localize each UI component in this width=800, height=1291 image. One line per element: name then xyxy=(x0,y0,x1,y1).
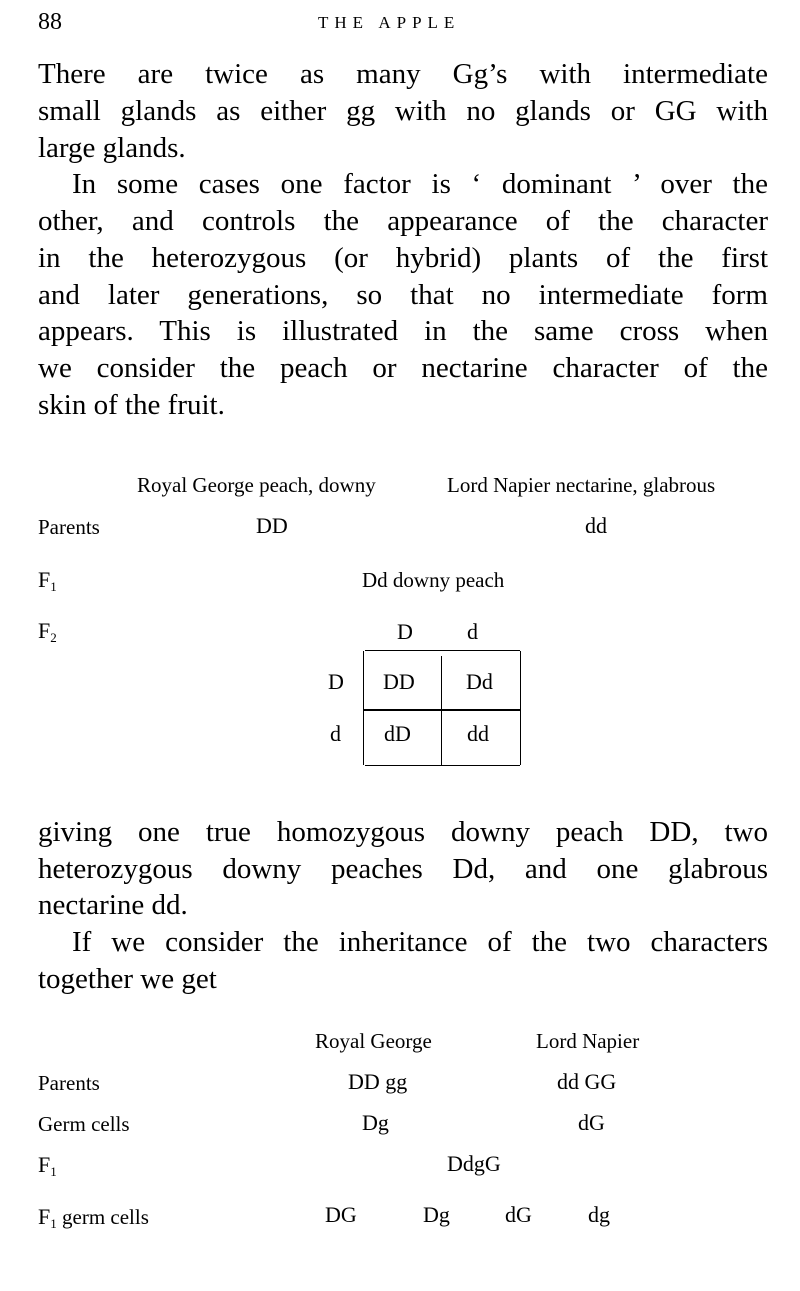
f1-label xyxy=(38,569,57,593)
f1-label xyxy=(38,1154,57,1178)
body-line: and later generations, so that no intermediate form xyxy=(38,279,768,311)
parents-b-genotype: dd xyxy=(585,513,607,538)
punnett-row-head: D xyxy=(328,669,344,694)
body-line: nectarine dd. xyxy=(38,889,188,921)
f1-subscript: 1 xyxy=(50,579,57,594)
germ-a: Dg xyxy=(362,1110,389,1135)
f1-letter: F xyxy=(38,1204,51,1229)
parent-a-name: Royal George peach, downy xyxy=(137,473,376,497)
f1-value: DdgG xyxy=(447,1151,501,1176)
f2-letter: F xyxy=(38,618,51,643)
body-line: in the heterozygous (or hybrid) plants of the first xyxy=(38,242,768,274)
punnett-cell: Dd xyxy=(466,669,493,694)
germ-cells-label: Germ cells xyxy=(38,1112,130,1136)
punnett-col-head: d xyxy=(467,619,478,644)
germ-b: dG xyxy=(578,1110,605,1135)
punnett-cell: dd xyxy=(467,721,489,746)
f1-germ-cell: dg xyxy=(588,1202,610,1227)
f2-subscript: 2 xyxy=(50,630,57,645)
body-line: There are twice as many Gg’s with intermediate xyxy=(38,58,768,90)
parent-a-name: Royal George xyxy=(315,1029,432,1053)
body-line: heterozygous downy peaches Dd, and one glabrous xyxy=(38,853,768,885)
f1-germ-cell: Dg xyxy=(423,1202,450,1227)
body-line: In some cases one factor is ‘ dominant ’ over the xyxy=(72,168,768,200)
page-number: 88 xyxy=(38,9,62,35)
germ-cells-text: germ cells xyxy=(56,1205,149,1229)
body-line: If we consider the inheritance of the two characters xyxy=(72,926,768,958)
f1-letter: F xyxy=(38,567,51,592)
body-line: we consider the peach or nectarine character of the xyxy=(38,352,768,384)
body-line: appears. This is illustrated in the same cross when xyxy=(38,315,768,347)
parents-label: Parents xyxy=(38,1071,100,1095)
punnett-row-head: d xyxy=(330,721,341,746)
body-line: large glands. xyxy=(38,132,186,164)
punnett-cell: DD xyxy=(383,669,415,694)
f2-label xyxy=(38,620,57,644)
f1-germ-cell: DG xyxy=(325,1202,357,1227)
parents-b-genotype: dd GG xyxy=(557,1069,617,1094)
f1-germ-cell: dG xyxy=(505,1202,532,1227)
parent-b-name: Lord Napier xyxy=(536,1029,640,1053)
punnett-col-head: D xyxy=(397,619,413,644)
punnett-cell: dD xyxy=(384,721,411,746)
body-line: together we get xyxy=(38,963,217,995)
body-line: giving one true homozygous downy peach DD, two xyxy=(38,816,768,848)
f1-value: Dd downy peach xyxy=(362,568,505,592)
f1-subscript: 1 xyxy=(50,1164,57,1179)
body-line: skin of the fruit. xyxy=(38,389,225,421)
body-line: small glands as either gg with no glands or GG with xyxy=(38,95,768,127)
f1-letter: F xyxy=(38,1152,51,1177)
parents-a-genotype: DD gg xyxy=(348,1069,408,1094)
parents-label: Parents xyxy=(38,515,100,539)
running-title: THE APPLE xyxy=(318,13,461,32)
parent-b-name: Lord Napier nectarine, glabrous xyxy=(447,473,716,497)
body-line: other, and controls the appearance of the character xyxy=(38,205,768,237)
parents-a-genotype: DD xyxy=(256,513,288,538)
f1-subscript: 1 xyxy=(50,1216,57,1231)
f1-germ-cells-label xyxy=(38,1206,149,1230)
